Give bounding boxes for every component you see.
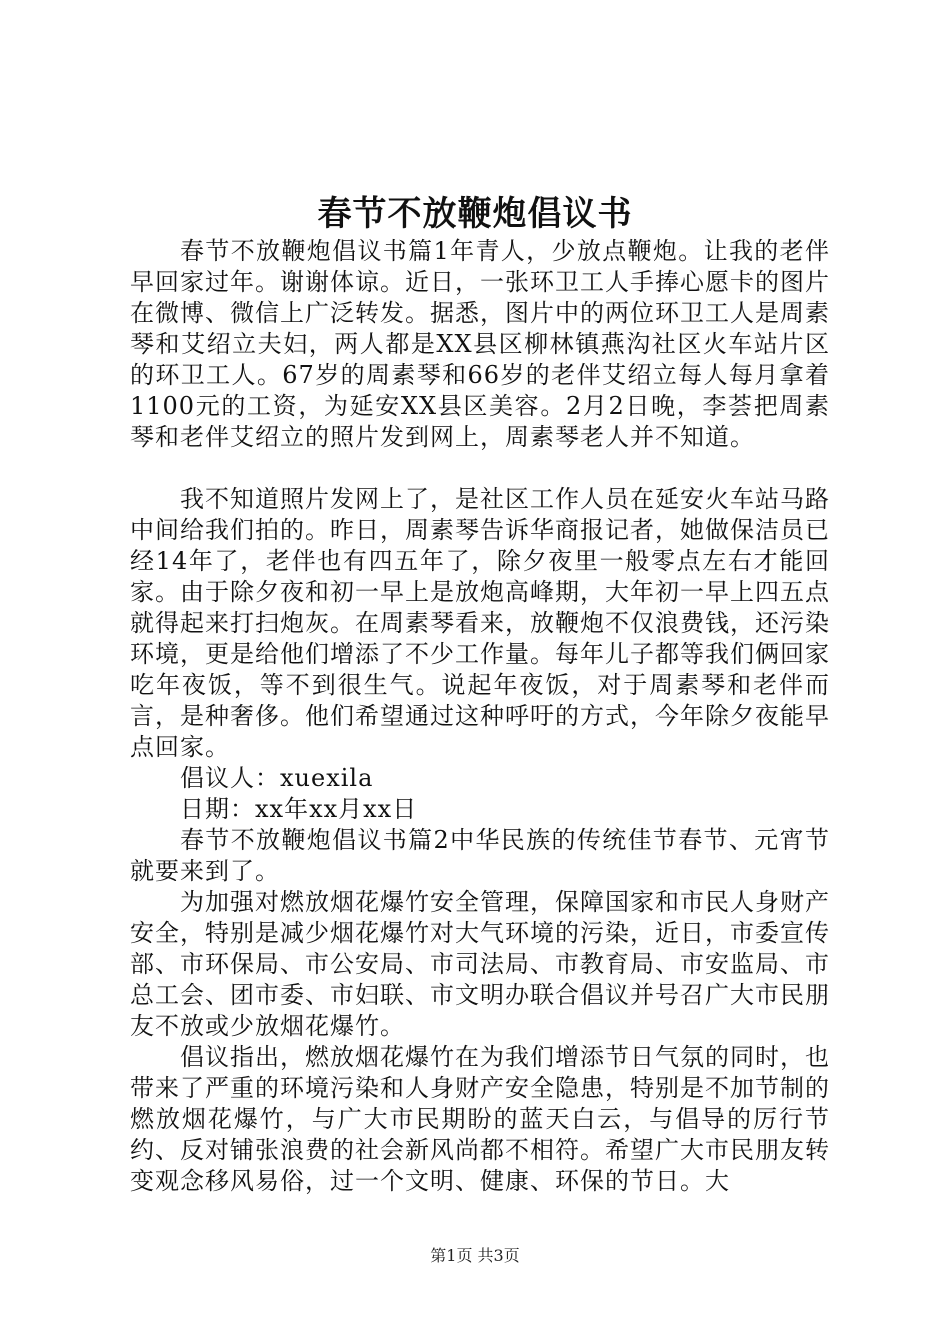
paragraph: 为加强对燃放烟花爆竹安全管理，保障国家和市民人身财产安全，特别是减少烟花爆竹对大气环境的污染，近日，市委宣传部、市环保局、市公安局、市司法局、市教育局、市安监局、市总工会、团市委、市妇联、市文明办联合倡议并号召广大市民朋友不放或少放烟花爆竹。 <box>130 888 830 1040</box>
date-line: 日期：xx年xx月xx日 <box>180 795 418 823</box>
proposer-line: 倡议人：xuexila <box>180 764 374 792</box>
paragraph: 我不知道照片发网上了，是社区工作人员在延安火车站马路中间给我们拍的。昨日，周素琴告诉华商报记者，她做保洁员已经14年了，老伴也有四五年了，除夕夜里一般零点左右才能回家。由于除夕夜和初一早上是放炮高峰期，大年初一早上四五点就得起来打扫炮灰。在周素琴看来，放鞭炮不仅浪费钱，还污染环境，更是给他们增添了不少工作量。每年儿子都等我们俩回家吃年夜饭，等不到很生气。说起年夜饭，对于周素琴和老伴而言，是种奢侈。他们希望通过这种呼吁的方式，今年除夕夜能早点回家。 <box>130 485 830 761</box>
page-number-footer: 第1页 共3页 <box>430 1246 520 1265</box>
paragraph: 春节不放鞭炮倡议书篇2中华民族的传统佳节春节、元宵节就要来到了。 <box>130 826 830 885</box>
document-body <box>130 236 830 1197</box>
paragraph: 倡议指出，燃放烟花爆竹在为我们增添节日气氛的同时，也带来了严重的环境污染和人身财产安全隐患，特别是不加节制的燃放烟花爆竹，与广大市民期盼的蓝天白云，与倡导的厉行节约、反对铺张浪费的社会新风尚都不相符。希望广大市民朋友转变观念移风易俗，过一个文明、健康、环保的节日。大 <box>130 1043 830 1195</box>
paragraph-spacer <box>130 453 830 484</box>
paragraph: 春节不放鞭炮倡议书篇1年青人，少放点鞭炮。让我的老伴早回家过年。谢谢体谅。近日，一张环卫工人手捧心愿卡的图片在微博、微信上广泛转发。据悉，图片中的两位环卫工人是周素琴和艾绍立夫妇，两人都是XX县区柳林镇燕沟社区火车站片区的环卫工人。67岁的周素琴和66岁的老伴艾绍立每人每月拿着1100元的工资，为延安XX县区美容。2月2日晚，李荟把周素琴和老伴艾绍立的照片发到网上，周素琴老人并不知道。 <box>130 237 830 451</box>
page-title: 春节不放鞭炮倡议书 <box>317 194 633 234</box>
